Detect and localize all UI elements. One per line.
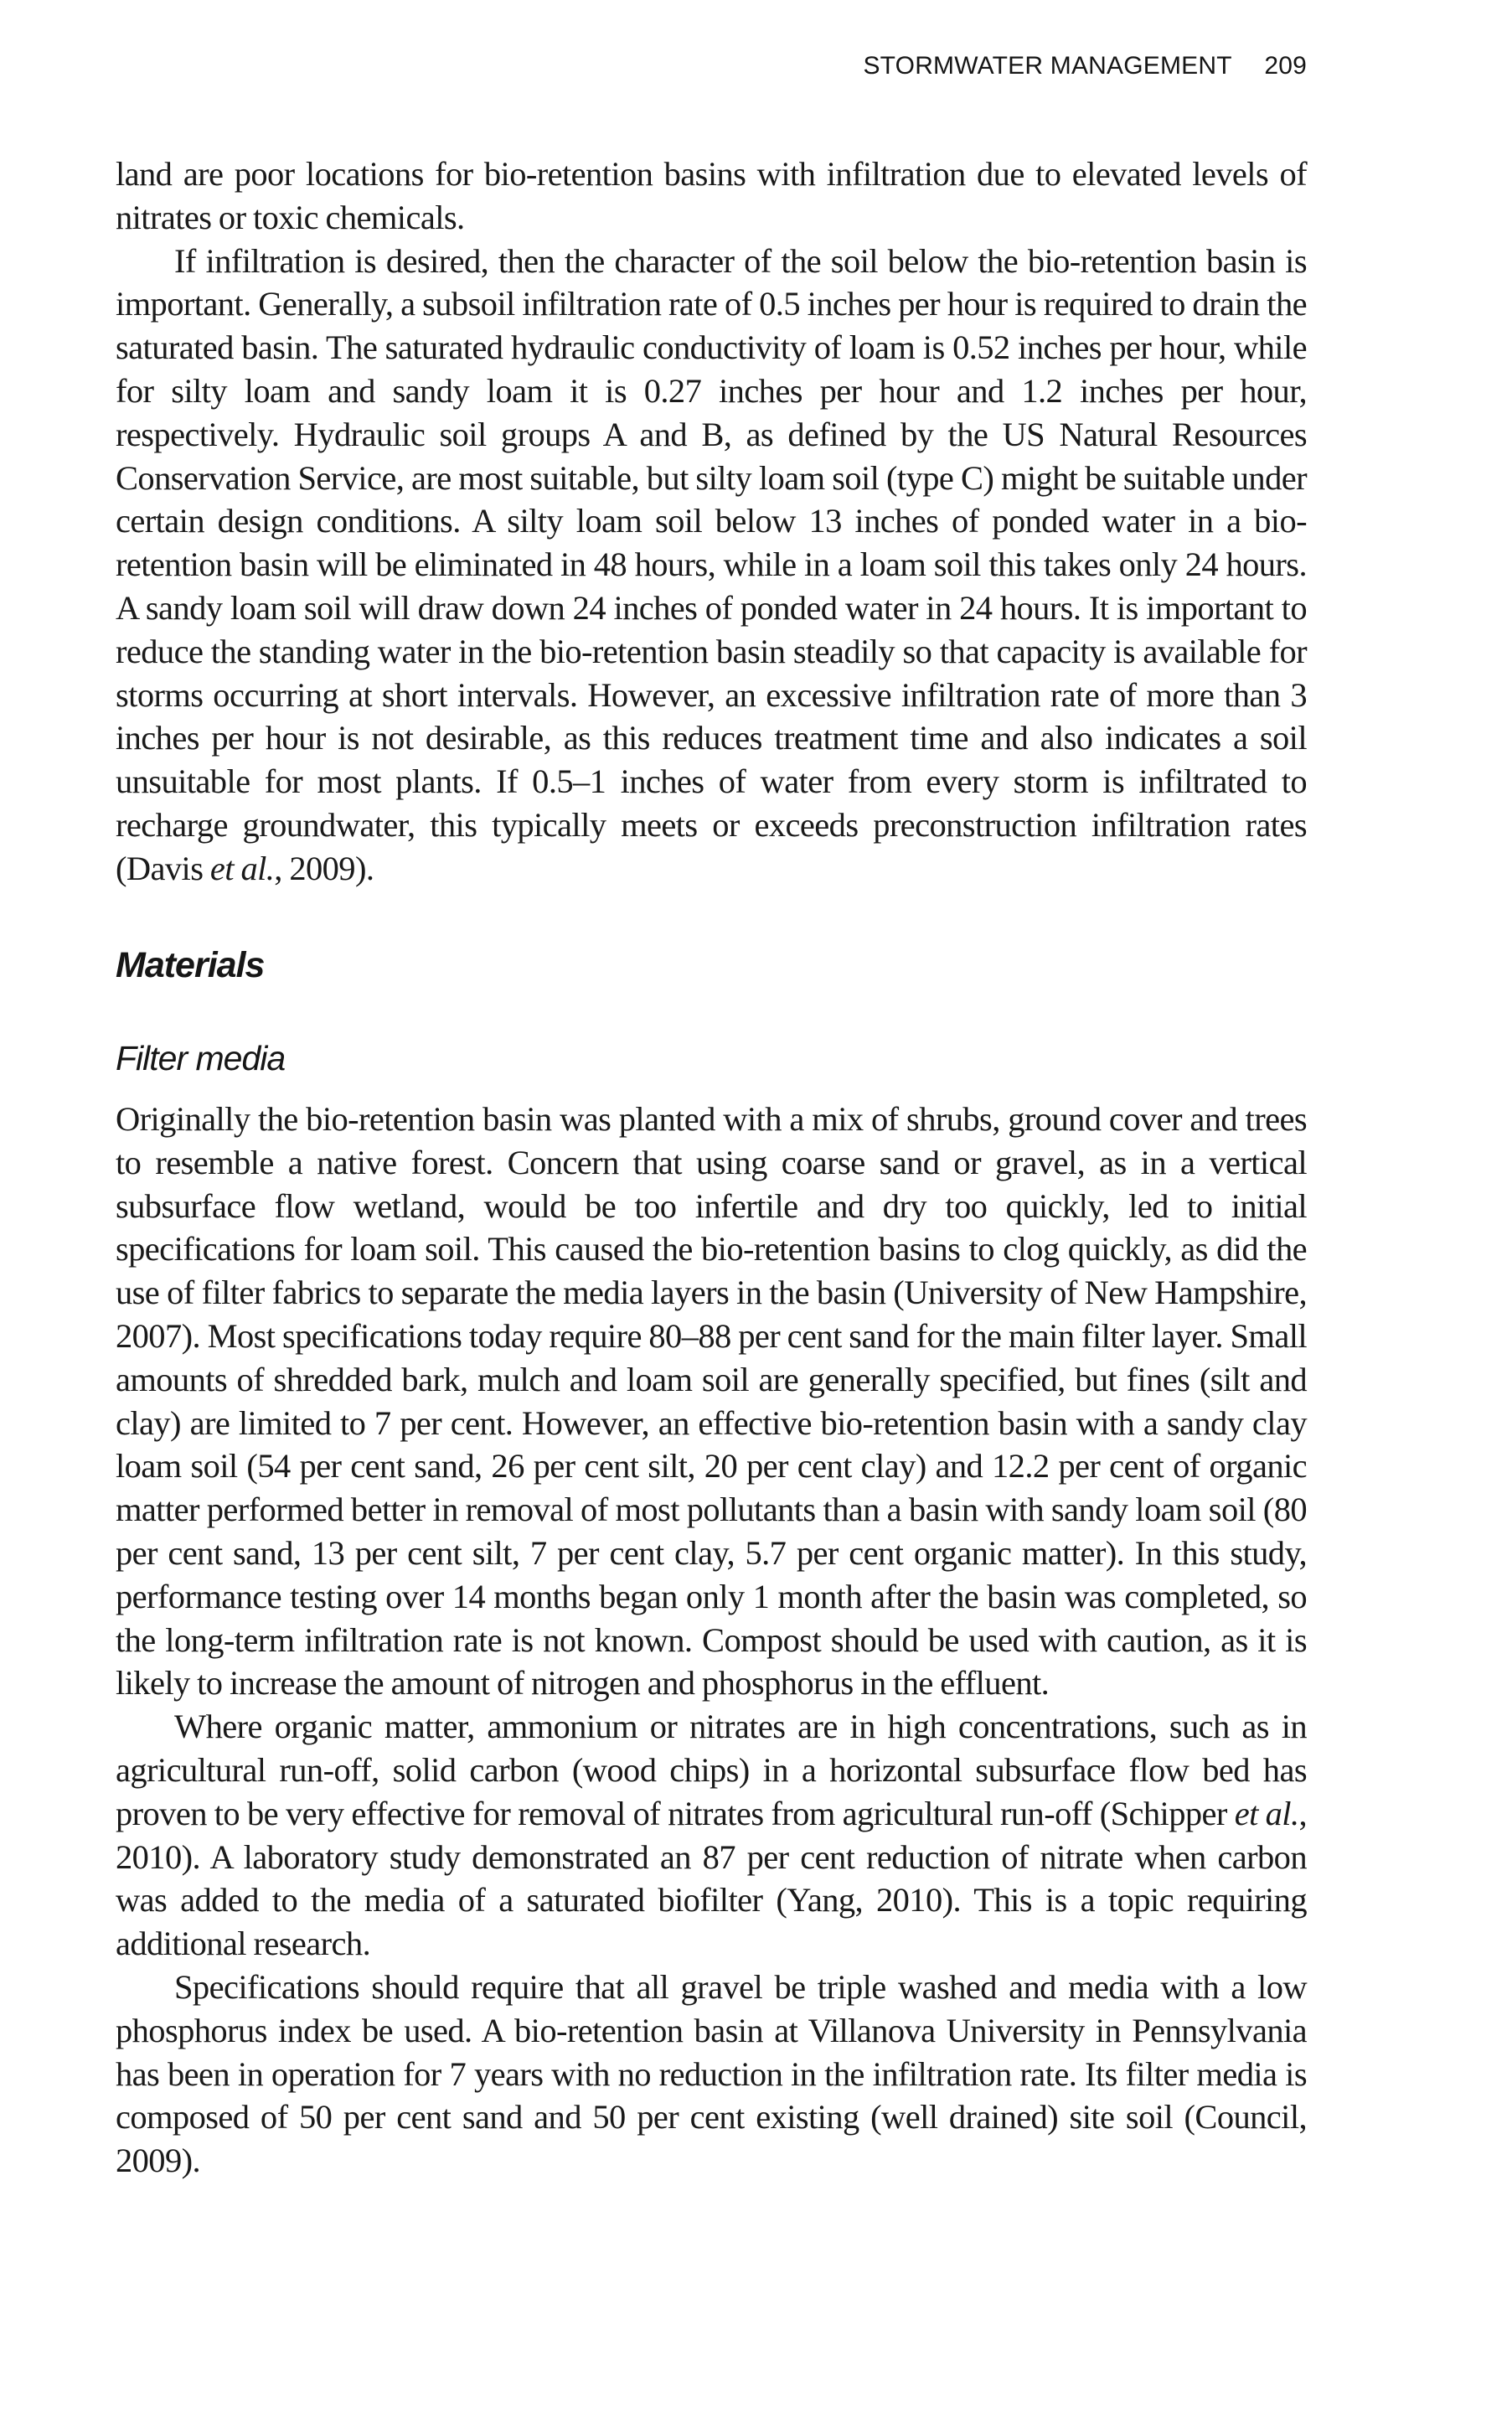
paragraph-infiltration [116,240,1307,891]
section-heading-materials: Materials [116,945,265,985]
citation-italic: et al. [1234,1794,1299,1832]
citation-italic: et al. [209,849,275,887]
running-head [863,52,1307,80]
subsection-heading-filter-media: Filter media [116,1039,286,1077]
paragraph-continued: land are poor locations for bio-retention basins with infiltration due to elevated levels of nitrates or toxic chemicals. [116,155,1307,236]
page-number: 209 [1264,52,1307,80]
paragraph-text: , 2010). A laboratory study demonstrated an 87 per cent reduction of nitrate when carbon was added to the media of a saturated biofilter (Yang, 2010). This is a topic requiring additional research. [116,1794,1307,1963]
paragraph-original-planting: Originally the bio-retention basin was planted with a mix of shrubs, ground cover and trees to resemble a native forest. Concern that using coarse sand or gravel, as in a vertical subsurface flow wetland, would be too infertile and dry too quickly, led to initial specifications for loam soil. This caused the bio-retention basins to clog quickly, as did the use of filter fabrics to separate the media layers in the basin (University of New Hampshire, 2007). Most specifications today require 80–88 per cent sand for the main filter layer. Small amounts of shredded bark, mulch and loam soil are generally specified, but fines (silt and clay) are limited to 7 per cent. However, an effective bio-retention basin with a sandy clay loam soil (54 per cent sand, 26 per cent silt, 20 per cent clay) and 12.2 per cent of organic matter performed better in removal of most pollutants than a basin with sandy loam soil (80 per cent sand, 13 per cent silt, 7 per cent clay, 5.7 per cent organic matter). In this study, performance testing over 14 months began only 1 month after the basin was completed, so the long-term infiltration rate is not known. Compost should be used with caution, as it is likely to increase the amount of nitrogen and phosphorus in the effluent. [116,1100,1307,1703]
section-filter-media-text [116,1098,1307,2183]
paragraph-text: If infiltration is desired, then the character of the soil below the bio-retention basin is important. Generally, a subsoil infiltration rate of 0.5 inches per hour is required to drain the saturated basin. The saturated hydraulic conductivity of loam is 0.52 inches per hour, while for silty loam and sandy loam it is 0.27 inches per hour and 1.2 inches per hour, respectively. Hydraulic soil groups A and B, as defined by the US Natural Resources Conservation Service, are most suitable, but silty loam soil (type C) might be suitable under certain design conditions. A silty loam soil below 13 inches of ponded water in a bio-retention basin will be eliminated in 48 hours, while in a loam soil this takes only 24 hours. A sandy loam soil will draw down 24 inches of ponded water in 24 hours. It is important to reduce the standing water in the bio-retention basin steadily so that capacity is available for storms occurring at short intervals. However, an excessive infiltration rate of more than 3 inches per hour is not desirable, as this reduces treatment time and also indicates a soil unsuitable for most plants. If 0.5–1 inches of water from every storm is infiltrated to recharge groundwater, this typically meets or exceeds preconstruction infiltration rates (Davis [116,241,1307,887]
paragraph-organic-matter [116,1705,1307,1966]
paragraph-specifications: Specifications should require that all gravel be triple washed and media with a low phosphorus index be used. A bio-retention basin at Villanova University in Pennsylvania has been in operation for 7 years with no reduction in the infiltration rate. Its filter media is composed of 50 per cent sand and 50 per cent existing (well drained) site soil (Council, 2009). [116,1967,1307,2180]
section-intro-text [116,152,1307,891]
running-head-title: STORMWATER MANAGEMENT [863,52,1232,80]
paragraph-text: , 2009). [274,849,374,887]
paragraph-text: Where organic matter, ammonium or nitrates are in high concentrations, such as in agricultural run-off, solid carbon (wood chips) in a horizontal subsurface flow bed has proven to be very effective for removal of nitrates from agricultural run-off (Schipper [116,1708,1307,1832]
